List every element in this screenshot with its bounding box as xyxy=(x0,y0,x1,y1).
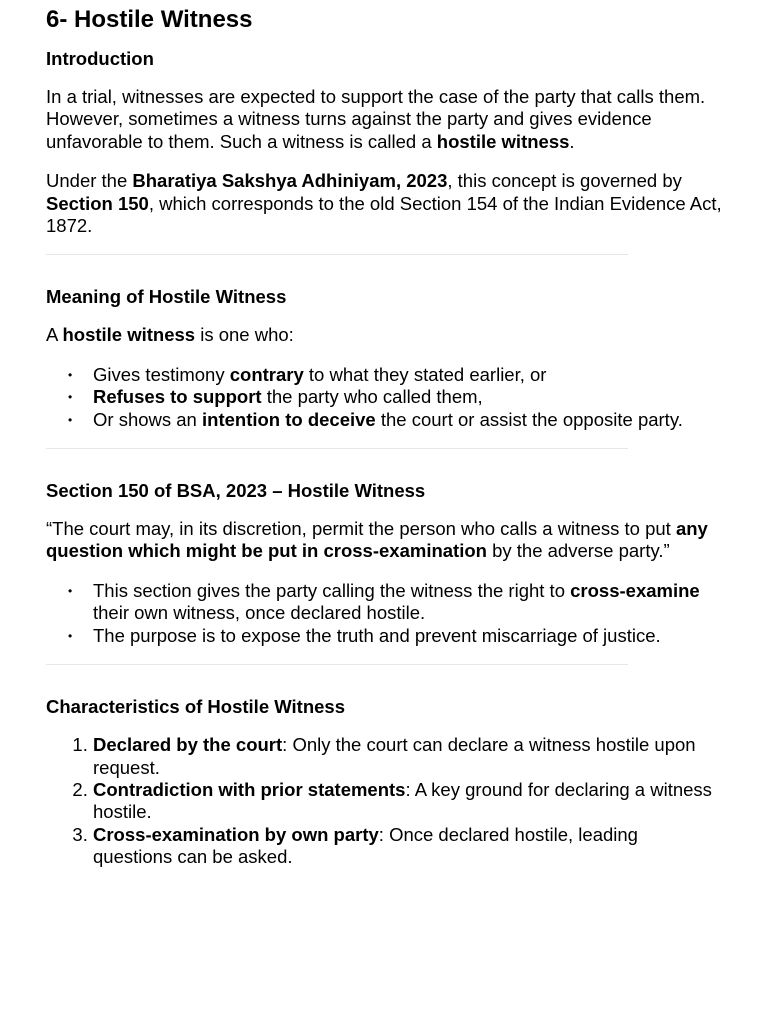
text-run: : Once declared hostile, leading questions can be asked. xyxy=(93,823,638,868)
bold-term: any question which might be put in cross-examination xyxy=(46,518,708,562)
list-item xyxy=(93,386,722,408)
text-run: A xyxy=(46,324,63,346)
meaning-heading: Meaning of Hostile Witness xyxy=(46,286,287,308)
list-item xyxy=(93,364,722,386)
bold-term: Contradiction with prior statements xyxy=(93,778,406,800)
text-run: , this concept is governed by xyxy=(447,170,682,192)
intro-paragraph-2 xyxy=(46,170,722,237)
text-run: by the adverse party.” xyxy=(486,540,670,562)
characteristics-list xyxy=(46,734,722,868)
section-divider xyxy=(46,254,628,255)
list-item xyxy=(93,734,722,779)
bold-term: Declared by the court xyxy=(93,734,283,756)
bold-term: hostile witness xyxy=(436,130,570,152)
text-run: the party who called them, xyxy=(261,386,483,408)
text-run: their own witness, once declared hostile. xyxy=(93,602,426,624)
list-item xyxy=(93,580,722,625)
text-run: is one who: xyxy=(195,324,294,346)
list-item xyxy=(93,779,722,824)
text-run: Or shows an xyxy=(93,408,202,430)
section-divider xyxy=(46,448,628,449)
bold-term: Bharatiya Sakshya Adhiniyam, 2023 xyxy=(132,170,448,192)
section150-list xyxy=(46,580,722,647)
list-item xyxy=(93,409,722,431)
intro-paragraph-1 xyxy=(46,86,722,153)
bold-term: Refuses to support xyxy=(93,386,262,408)
list-item xyxy=(93,824,722,869)
bold-term: intention to deceive xyxy=(202,408,376,430)
text-run: : A key ground for declaring a witness hostile. xyxy=(93,778,712,823)
meaning-lead xyxy=(46,324,722,346)
text-run: Gives testimony xyxy=(93,363,230,385)
bold-term: Cross-examination by own party xyxy=(93,823,379,845)
text-run: the court or assist the opposite party. xyxy=(375,408,683,430)
text-run: to what they stated earlier, or xyxy=(303,363,547,385)
text-run: , which corresponds to the old Section 154 of the Indian Evidence Act, 1872. xyxy=(46,192,722,237)
list-item xyxy=(93,625,722,647)
text-run: This section gives the party calling the witness the right to xyxy=(93,579,571,601)
page-title: 6- Hostile Witness xyxy=(46,6,253,33)
bold-term: contrary xyxy=(229,363,304,385)
text-run: “The court may, in its discretion, permit the person who calls a witness to put xyxy=(46,518,676,540)
text-run: Under the xyxy=(46,170,133,192)
section150-quote xyxy=(46,518,722,563)
characteristics-heading: Characteristics of Hostile Witness xyxy=(46,696,346,718)
bold-term: Section 150 xyxy=(46,192,149,214)
intro-heading: Introduction xyxy=(46,48,154,69)
section150-heading: Section 150 of BSA, 2023 – Hostile Witness xyxy=(46,480,426,502)
text-run: The purpose is to expose the truth and prevent miscarriage of justice. xyxy=(93,624,661,646)
bold-term: cross-examine xyxy=(570,579,700,601)
meaning-list xyxy=(46,364,722,431)
text-run: : Only the court can declare a witness hostile upon request. xyxy=(93,734,696,778)
text-run: In a trial, witnesses are expected to support the case of the party that calls them. However, sometimes a witness turns against the party and gives evidence unfavorable to them. Such a witness is called a xyxy=(46,86,706,152)
section-divider xyxy=(46,664,628,665)
text-run: . xyxy=(569,130,575,152)
bold-term: hostile witness xyxy=(62,324,196,346)
